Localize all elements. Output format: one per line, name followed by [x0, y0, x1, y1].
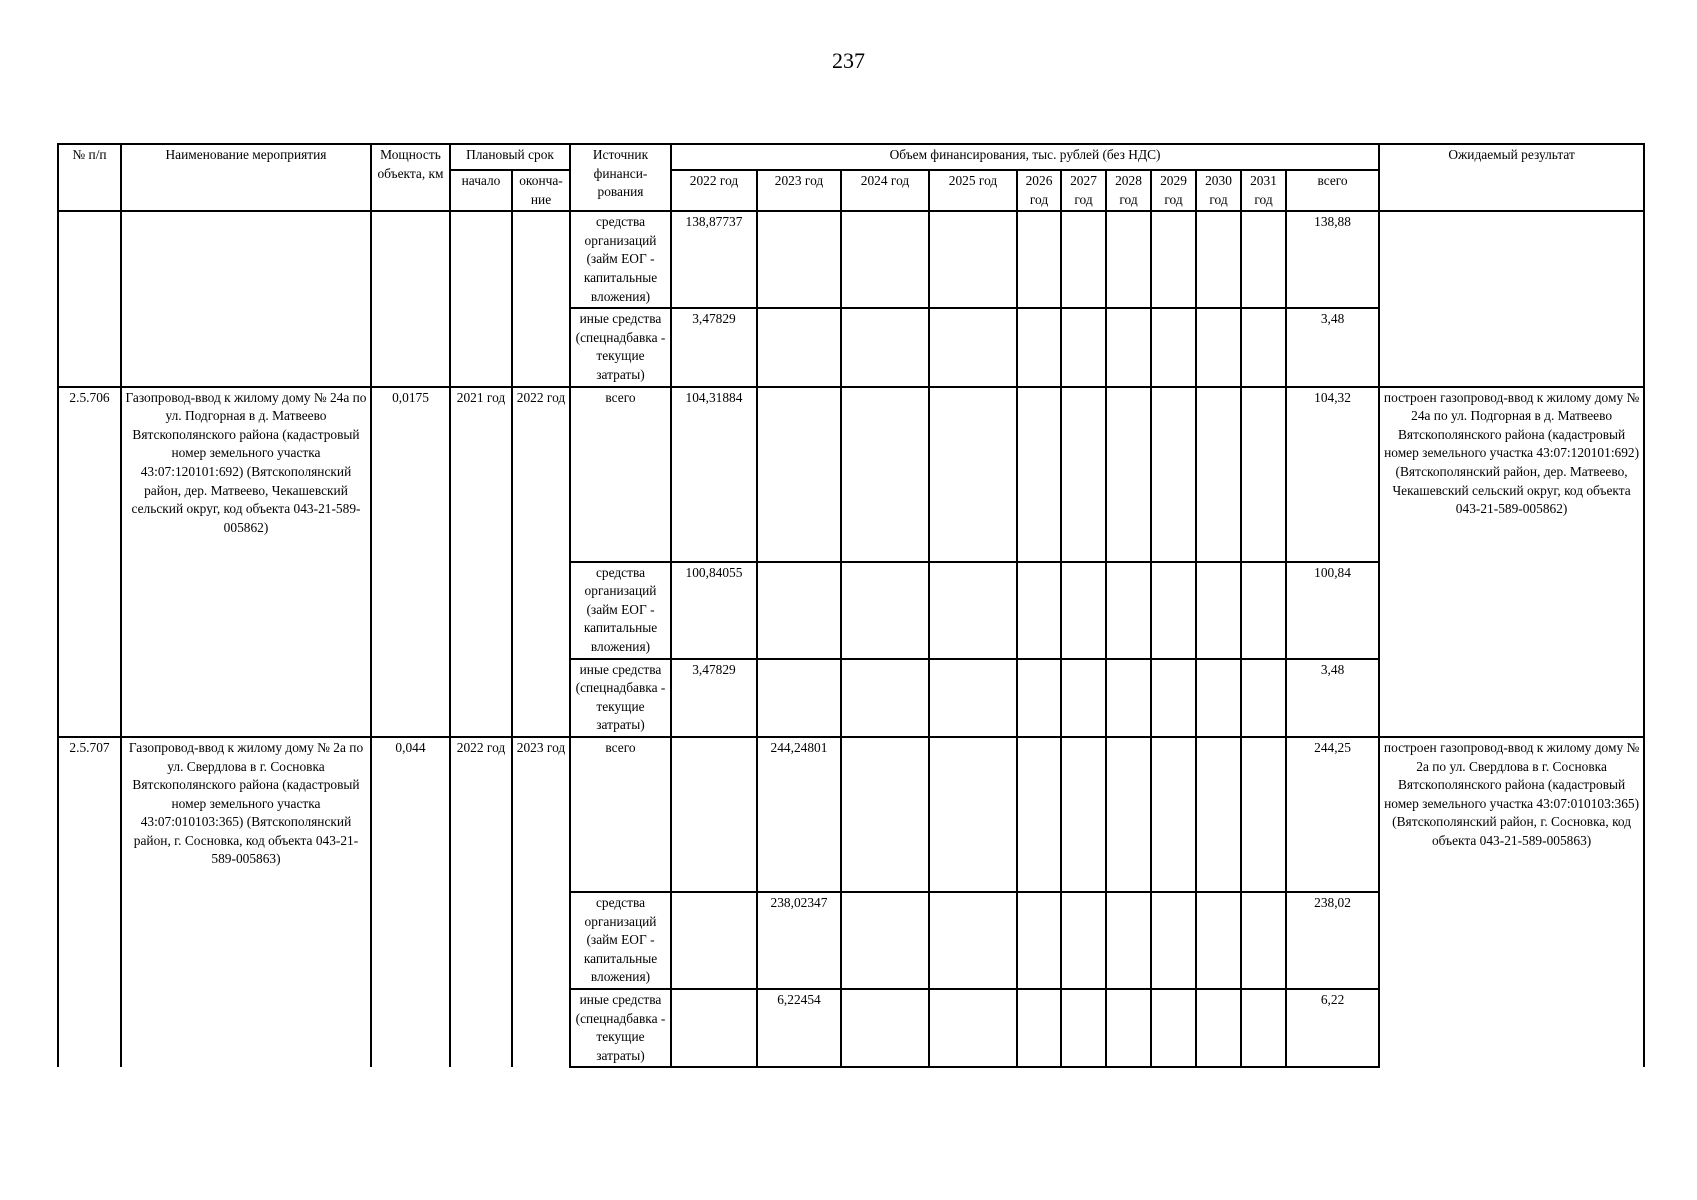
empty-cell [1241, 211, 1286, 308]
empty-cell [1017, 211, 1061, 308]
cell-total: 6,22 [1286, 989, 1379, 1067]
table-row [58, 387, 1644, 562]
empty-cell [757, 211, 841, 308]
financing-table-container [57, 143, 1643, 1068]
empty-cell [1017, 659, 1061, 737]
empty-cell [1106, 308, 1151, 386]
header-term: Плановый срок [450, 144, 570, 170]
cell-name: Газопровод-ввод к жилому дому № 2а по ул. Свердлова в г. Сосновка Вятскополянского района (кадастровый номер земельного участка 43:07:010103:365) (Вятскополянский район, г. Сосновка, код объекта 043-21-589-005863) [121, 737, 371, 1067]
cell-total: 104,32 [1286, 387, 1379, 562]
cell-num: 2.5.707 [58, 737, 121, 1067]
empty-cell [1196, 562, 1241, 659]
header-year: 2023 год [757, 170, 841, 211]
cell-num [58, 211, 121, 386]
cell-2022: 138,87737 [671, 211, 757, 308]
empty-cell [1241, 737, 1286, 892]
empty-cell [1151, 211, 1196, 308]
empty-cell [1241, 387, 1286, 562]
header-name: Наименование мероприятия [121, 144, 371, 211]
cell-2022 [671, 737, 757, 892]
empty-cell [929, 308, 1017, 386]
empty-cell [1017, 989, 1061, 1067]
header-source: Источник финанси-рования [570, 144, 671, 211]
empty-cell [1017, 308, 1061, 386]
empty-cell [1196, 892, 1241, 989]
cell-2023: 6,22454 [757, 989, 841, 1067]
empty-cell [1241, 892, 1286, 989]
empty-cell [1061, 211, 1106, 308]
empty-cell [929, 387, 1017, 562]
cell-2023: 238,02347 [757, 892, 841, 989]
empty-cell [929, 989, 1017, 1067]
empty-cell [841, 562, 929, 659]
header-result: Ожидаемый результат [1379, 144, 1644, 211]
header-year: 2026 год [1017, 170, 1061, 211]
empty-cell [1106, 387, 1151, 562]
empty-cell [841, 737, 929, 892]
header-row-1 [58, 144, 1644, 170]
empty-cell [1151, 308, 1196, 386]
cell-source: всего [570, 737, 671, 892]
empty-cell [929, 659, 1017, 737]
cell-total: 3,48 [1286, 308, 1379, 386]
empty-cell [929, 892, 1017, 989]
empty-cell [1241, 659, 1286, 737]
empty-cell [1196, 211, 1241, 308]
cell-source: иные средства (спецнадбавка - текущие затраты) [570, 659, 671, 737]
empty-cell [1017, 892, 1061, 989]
empty-cell [1106, 892, 1151, 989]
empty-cell [1241, 308, 1286, 386]
empty-cell [1061, 892, 1106, 989]
empty-cell [929, 211, 1017, 308]
empty-cell [1196, 308, 1241, 386]
cell-source: средства организаций (займ ЕОГ - капитальные вложения) [570, 211, 671, 308]
cell-name: Газопровод-ввод к жилому дому № 24а по ул. Подгорная в д. Матвеево Вятскополянского района (кадастровый номер земельного участка 43:07:120101:692) (Вятскополянский район, дер. Матвеево, Чекашевский сельский округ, код объекта 043-21-589-005862) [121, 387, 371, 737]
empty-cell [1151, 737, 1196, 892]
header-year: 2031 год [1241, 170, 1286, 211]
cell-power: 0,044 [371, 737, 450, 1067]
empty-cell [1241, 989, 1286, 1067]
header-funding: Объем финансирования, тыс. рублей (без НДС) [671, 144, 1379, 170]
cell-name [121, 211, 371, 386]
cell-result [1379, 211, 1644, 386]
header-num: № п/п [58, 144, 121, 211]
empty-cell [1106, 562, 1151, 659]
financing-table [57, 143, 1645, 1068]
header-start: начало [450, 170, 512, 211]
cell-start [450, 211, 512, 386]
empty-cell [1061, 737, 1106, 892]
cell-source: иные средства (спецнадбавка - текущие затраты) [570, 308, 671, 386]
page-number: 237 [832, 48, 865, 73]
cell-total: 138,88 [1286, 211, 1379, 308]
cell-result: построен газопровод-ввод к жилому дому № 2а по ул. Свердлова в г. Сосновка Вятскополянского района (кадастровый номер земельного участка 43:07:010103:365) (Вятскополянский район, г. Сосновка, код объекта 043-21-589-005863) [1379, 737, 1644, 1067]
empty-cell [841, 989, 929, 1067]
empty-cell [1106, 989, 1151, 1067]
empty-cell [1151, 387, 1196, 562]
cell-source: средства организаций (займ ЕОГ - капитальные вложения) [570, 892, 671, 989]
cell-total: 3,48 [1286, 659, 1379, 737]
header-power: Мощность объекта, км [371, 144, 450, 211]
cell-source: всего [570, 387, 671, 562]
header-year: 2022 год [671, 170, 757, 211]
cell-2022: 3,47829 [671, 659, 757, 737]
empty-cell [841, 211, 929, 308]
table-row [58, 211, 1644, 308]
empty-cell [1061, 562, 1106, 659]
empty-cell [757, 387, 841, 562]
cell-source: иные средства (спецнадбавка - текущие затраты) [570, 989, 671, 1067]
empty-cell [1241, 562, 1286, 659]
header-year: 2028 год [1106, 170, 1151, 211]
cell-total: 100,84 [1286, 562, 1379, 659]
empty-cell [1196, 989, 1241, 1067]
cell-end: 2022 год [512, 387, 570, 737]
empty-cell [1106, 211, 1151, 308]
table-row [58, 737, 1644, 892]
empty-cell [757, 659, 841, 737]
empty-cell [757, 308, 841, 386]
header-year: 2030 год [1196, 170, 1241, 211]
empty-cell [1196, 737, 1241, 892]
empty-cell [1061, 308, 1106, 386]
cell-2022: 104,31884 [671, 387, 757, 562]
empty-cell [841, 387, 929, 562]
empty-cell [841, 308, 929, 386]
empty-cell [1151, 892, 1196, 989]
cell-start: 2021 год [450, 387, 512, 737]
cell-start: 2022 год [450, 737, 512, 1067]
cell-2023: 244,24801 [757, 737, 841, 892]
header-total: всего [1286, 170, 1379, 211]
header-year: 2027 год [1061, 170, 1106, 211]
empty-cell [1151, 562, 1196, 659]
empty-cell [1196, 659, 1241, 737]
cell-end [512, 211, 570, 386]
cell-num: 2.5.706 [58, 387, 121, 737]
cell-2022 [671, 989, 757, 1067]
header-end: оконча-ние [512, 170, 570, 211]
cell-power: 0,0175 [371, 387, 450, 737]
empty-cell [757, 562, 841, 659]
empty-cell [841, 892, 929, 989]
empty-cell [1151, 659, 1196, 737]
empty-cell [1017, 737, 1061, 892]
empty-cell [1061, 659, 1106, 737]
cell-result: построен газопровод-ввод к жилому дому № 24а по ул. Подгорная в д. Матвеево Вятскополянского района (кадастровый номер земельного участка 43:07:120101:692) (Вятскополянский район, дер. Матвеево, Чекашевский сельский округ, код объекта 043-21-589-005862) [1379, 387, 1644, 737]
empty-cell [1106, 737, 1151, 892]
cell-power [371, 211, 450, 386]
empty-cell [1196, 387, 1241, 562]
empty-cell [841, 659, 929, 737]
cell-end: 2023 год [512, 737, 570, 1067]
cell-2022: 3,47829 [671, 308, 757, 386]
empty-cell [1061, 387, 1106, 562]
header-year: 2024 год [841, 170, 929, 211]
cell-total: 244,25 [1286, 737, 1379, 892]
cell-source: средства организаций (займ ЕОГ - капитальные вложения) [570, 562, 671, 659]
empty-cell [929, 737, 1017, 892]
empty-cell [1151, 989, 1196, 1067]
empty-cell [1017, 562, 1061, 659]
cell-2022 [671, 892, 757, 989]
cell-2022: 100,84055 [671, 562, 757, 659]
empty-cell [1106, 659, 1151, 737]
empty-cell [929, 562, 1017, 659]
cell-total: 238,02 [1286, 892, 1379, 989]
header-year: 2029 год [1151, 170, 1196, 211]
empty-cell [1061, 989, 1106, 1067]
header-year: 2025 год [929, 170, 1017, 211]
empty-cell [1017, 387, 1061, 562]
